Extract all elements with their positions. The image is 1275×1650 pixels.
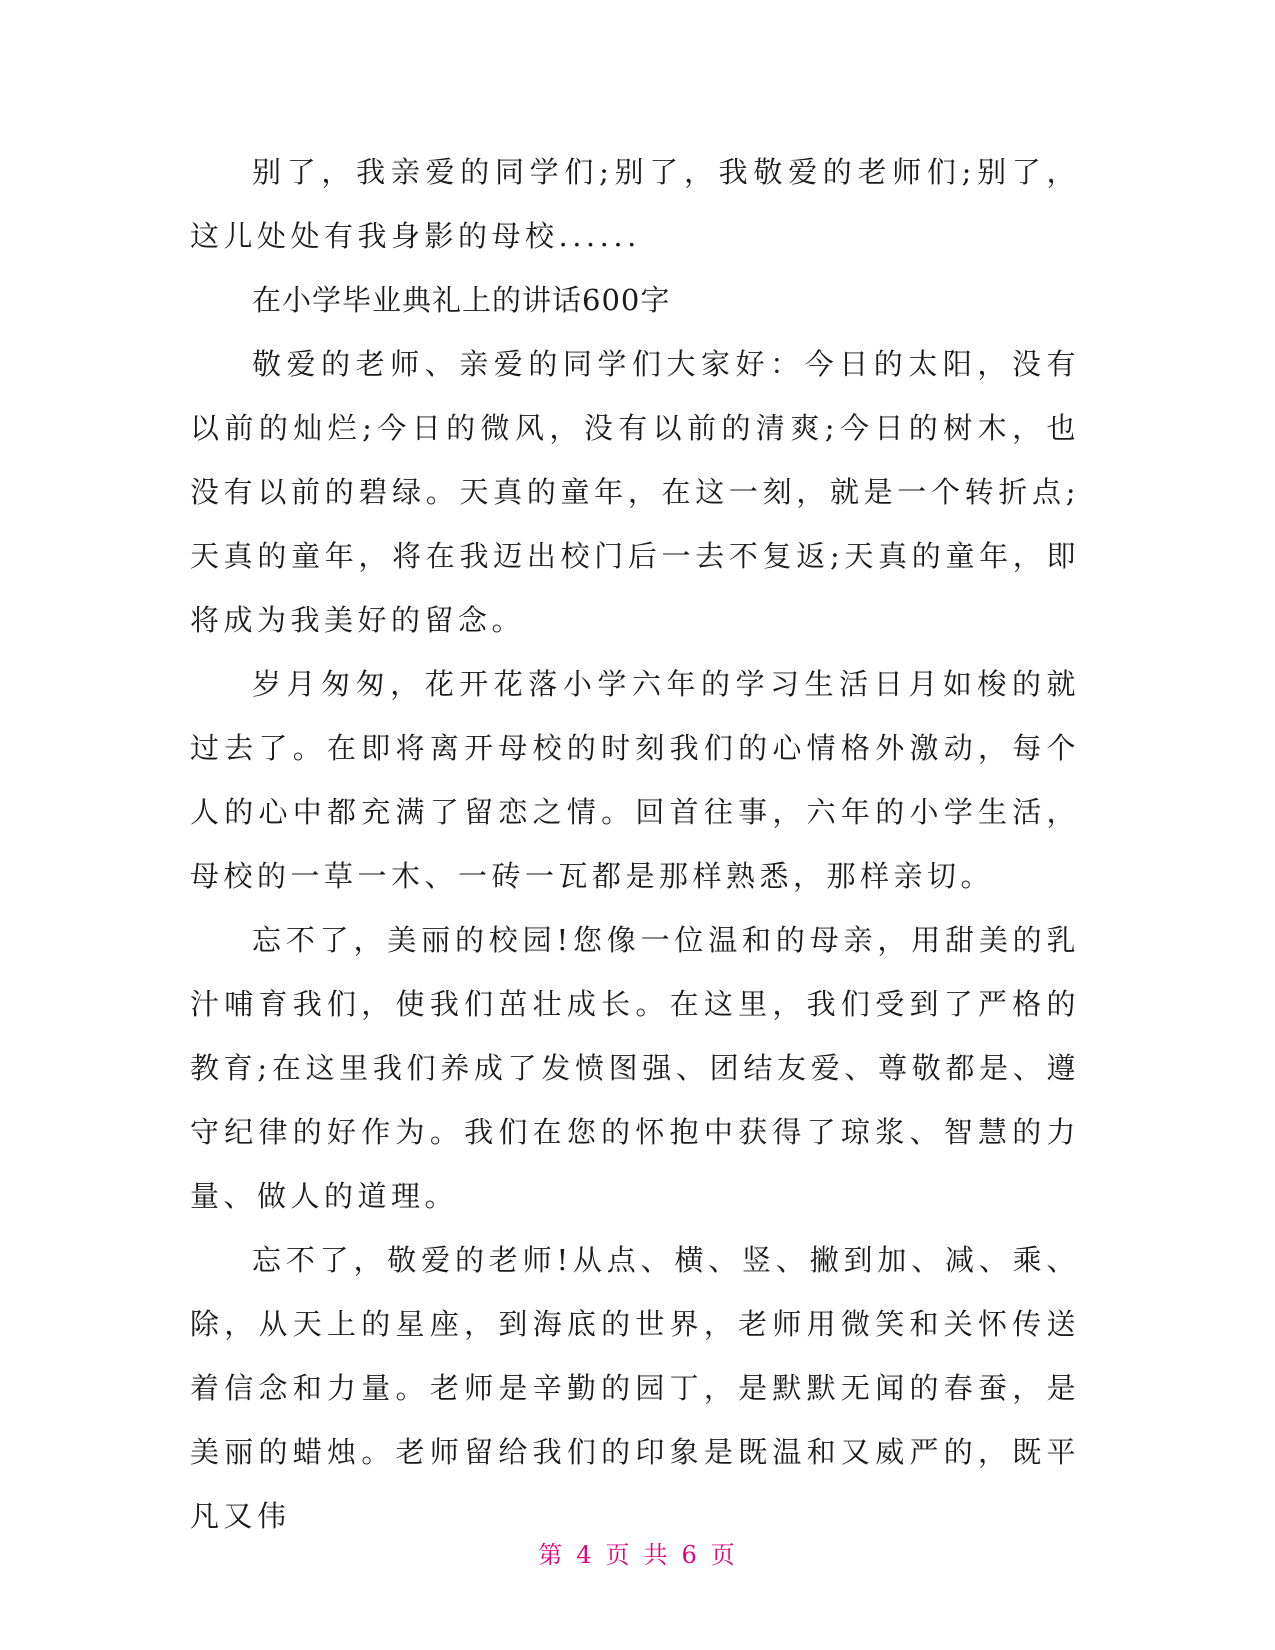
paragraph-teacher: 忘不了，敬爱的老师!从点、横、竖、撇到加、减、乘、除，从天上的星座，到海底的世界，老师用微笑和关怀传送着信念和力量。老师是辛勤的园丁，是默默无闻的春蚕，是美丽的蜡烛。老师留给我们的印象是既温和又威严的，既平凡又伟 [190,1243,1080,1533]
page-footer [0,1535,1275,1570]
footer-label-unit: 页 [605,1541,632,1569]
footer-current-page: 4 [576,1541,594,1569]
paragraph-greeting: 敬爱的老师、亲爱的同学们大家好：今日的太阳，没有以前的灿烂;今日的微风，没有以前的清爽;今日的树木，也没有以前的碧绿。天真的童年，在这一刻，就是一个转折点;天真的童年，将在我迈出校门后一去不复返;天真的童年，即将成为我美好的留念。 [190,347,1080,637]
footer-label-page: 第 [538,1541,565,1569]
section-title: 在小学毕业典礼上的讲话600字 [252,283,671,317]
footer-label-total: 共 [643,1541,670,1569]
document-body [190,140,1080,1548]
paragraph-years: 岁月匆匆，花开花落小学六年的学习生活日月如梭的就过去了。在即将离开母校的时刻我们的心情格外激动，每个人的心中都充满了留恋之情。回首往事，六年的小学生活，母校的一草一木、一砖一瓦都是那样熟悉，那样亲切。 [190,667,1080,893]
paragraph-campus: 忘不了，美丽的校园!您像一位温和的母亲，用甜美的乳汁哺育我们，使我们茁壮成长。在这里，我们受到了严格的教育;在这里我们养成了发愤图强、团结友爱、尊敬都是、遵守纪律的好作为。我们在您的怀抱中获得了琼浆、智慧的力量、做人的道理。 [190,923,1080,1213]
paragraph-farewell: 别了，我亲爱的同学们;别了，我敬爱的老师们;别了，这儿处处有我身影的母校...... [190,155,1080,253]
footer-label-unit-2: 页 [710,1541,737,1569]
footer-total-pages: 6 [681,1541,699,1569]
